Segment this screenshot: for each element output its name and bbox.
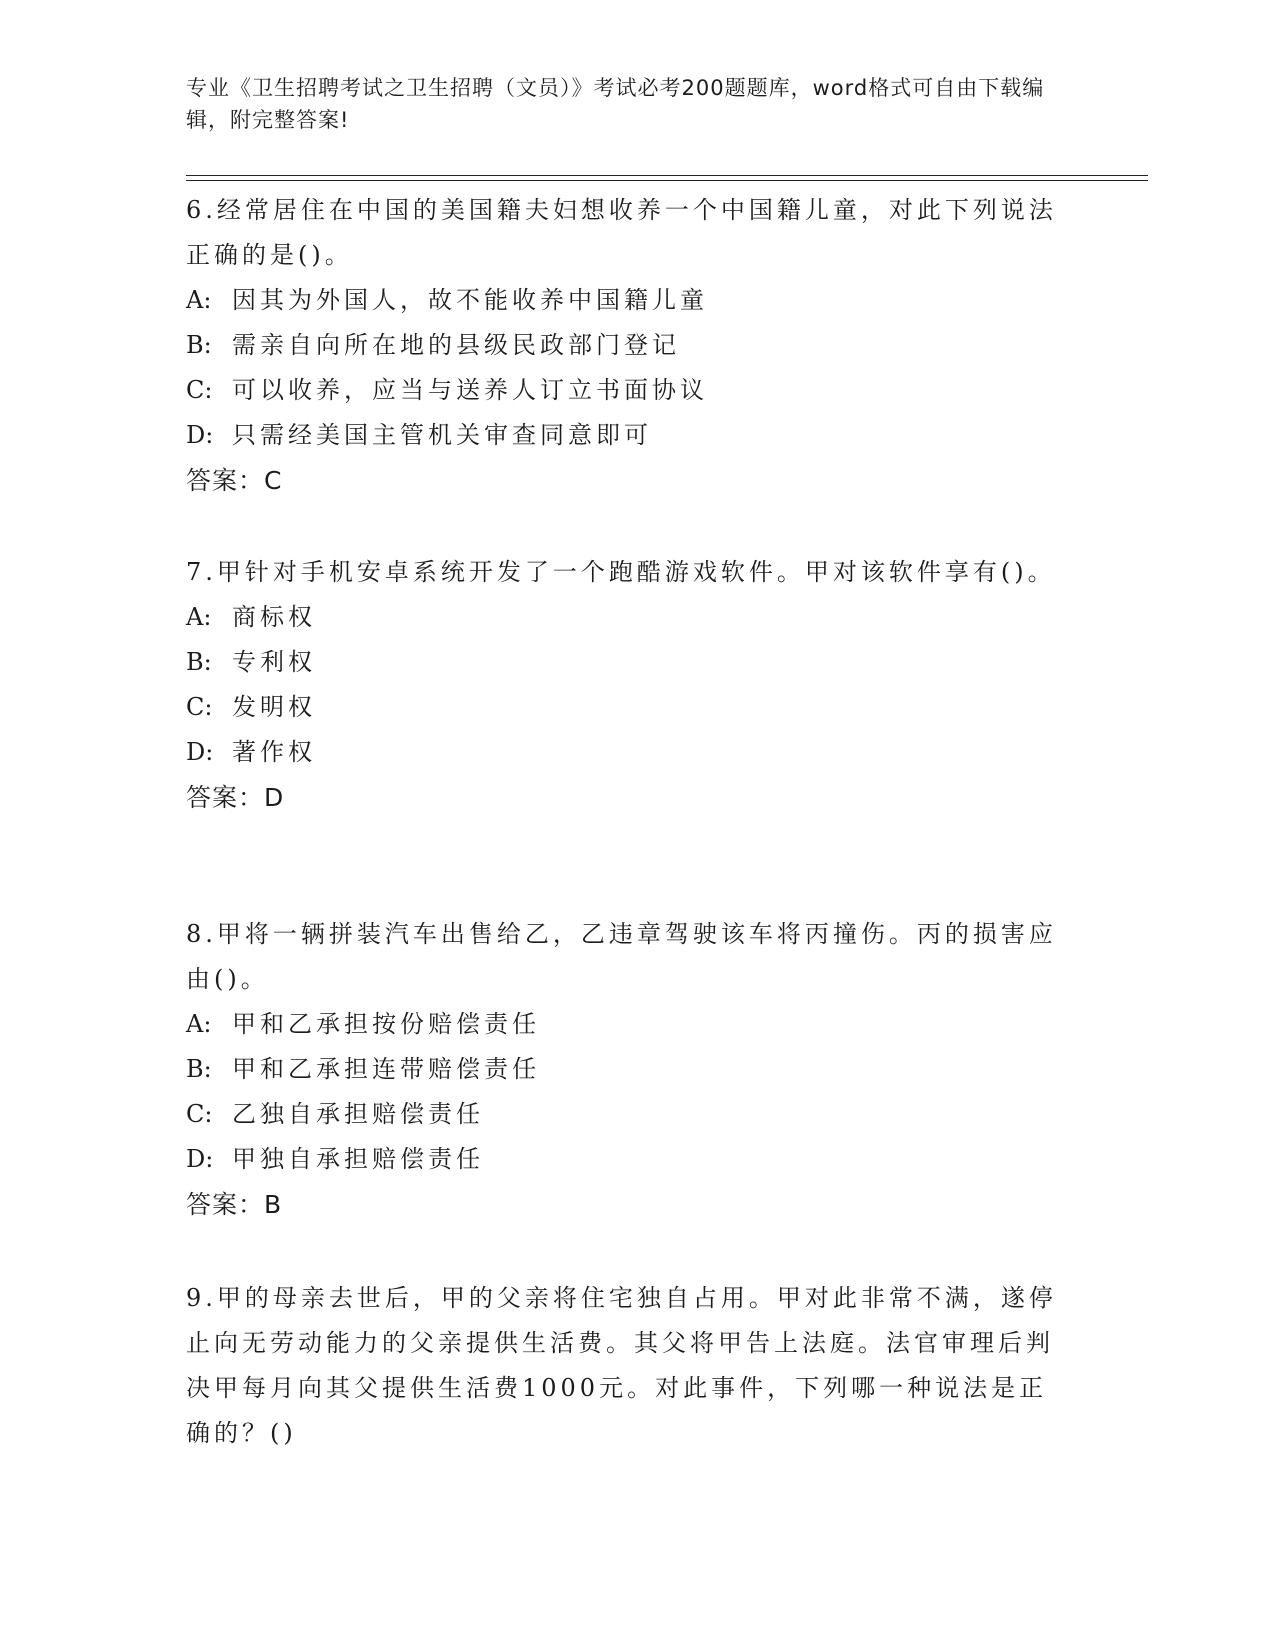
header-rule-top <box>186 175 1148 176</box>
question-9 <box>186 1276 1066 1456</box>
option-text: 可以收养，应当与送养人订立书面协议 <box>232 376 708 404</box>
option-c <box>186 1092 1066 1137</box>
option-key: B: <box>186 1055 212 1083</box>
option-key: D: <box>186 1145 214 1173</box>
option-c <box>186 368 1066 413</box>
option-d <box>186 413 1066 458</box>
option-text: 著作权 <box>232 738 316 766</box>
option-d <box>186 1137 1066 1182</box>
header-rule-bottom <box>186 180 1148 181</box>
answer: 答案：B <box>186 1190 283 1219</box>
question-stem: 8.甲将一辆拼装汽车出售给乙，乙违章驾驶该车将丙撞伤。丙的损害应由()。 <box>186 920 1057 993</box>
answer: 答案：D <box>186 783 285 812</box>
option-key: A: <box>186 286 212 314</box>
option-key: B: <box>186 331 212 359</box>
option-key: B: <box>186 648 212 676</box>
option-b <box>186 323 1066 368</box>
option-text: 因其为外国人，故不能收养中国籍儿童 <box>232 286 708 314</box>
option-key: C: <box>186 1100 213 1128</box>
answer: 答案：C <box>186 466 283 495</box>
option-text: 甲独自承担赔偿责任 <box>232 1145 484 1173</box>
option-text: 甲和乙承担连带赔偿责任 <box>232 1055 540 1083</box>
option-key: A: <box>186 603 212 631</box>
option-text: 发明权 <box>232 693 316 721</box>
option-key: A: <box>186 1010 212 1038</box>
option-text: 甲和乙承担按份赔偿责任 <box>232 1010 540 1038</box>
option-text: 专利权 <box>232 648 316 676</box>
option-c <box>186 685 1066 730</box>
question-7 <box>186 550 1066 820</box>
question-stem: 6.经常居住在中国的美国籍夫妇想收养一个中国籍儿童，对此下列说法正确的是()。 <box>186 196 1057 269</box>
question-6 <box>186 188 1066 503</box>
option-text: 乙独自承担赔偿责任 <box>232 1100 484 1128</box>
option-b <box>186 640 1066 685</box>
option-a <box>186 1002 1066 1047</box>
option-text: 商标权 <box>232 603 316 631</box>
option-a <box>186 595 1066 640</box>
question-stem: 7.甲针对手机安卓系统开发了一个跑酷游戏软件。甲对该软件享有()。 <box>186 558 1056 586</box>
option-text: 只需经美国主管机关审查同意即可 <box>232 421 652 449</box>
question-stem: 9.甲的母亲去世后，甲的父亲将住宅独自占用。甲对此非常不满，遂停止向无劳动能力的父亲提供生活费。其父将甲告上法庭。法官审理后判决甲每月向其父提供生活费1000元。对此事件，下列哪一种说法是正确的？() <box>186 1284 1057 1447</box>
option-b <box>186 1047 1066 1092</box>
option-key: C: <box>186 693 213 721</box>
option-text: 需亲自向所在地的县级民政部门登记 <box>232 331 680 359</box>
option-a <box>186 278 1066 323</box>
document-header: 专业《卫生招聘考试之卫生招聘（文员）》考试必考200题题库，word格式可自由下载编辑，附完整答案! <box>186 76 1045 132</box>
option-key: D: <box>186 738 214 766</box>
option-d <box>186 730 1066 775</box>
option-key: C: <box>186 376 213 404</box>
option-key: D: <box>186 421 214 449</box>
question-8 <box>186 912 1066 1227</box>
